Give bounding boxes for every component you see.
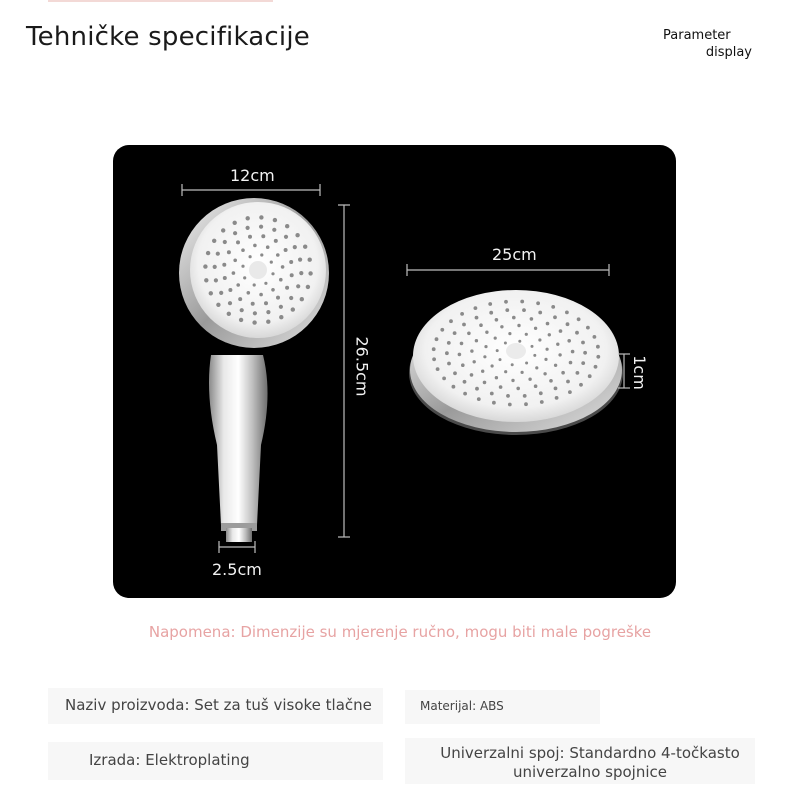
nozzle-hole	[516, 387, 520, 391]
nozzle-hole	[561, 371, 565, 375]
nozzle-hole	[575, 331, 579, 335]
nozzle-hole	[461, 363, 465, 367]
nozzle-hole	[463, 380, 467, 384]
nozzle-hole	[530, 317, 534, 321]
nozzle-hole	[251, 302, 255, 306]
nozzle-hole	[494, 337, 497, 340]
nozzle-hole	[588, 374, 592, 378]
nozzle-hole	[556, 343, 559, 346]
nozzle-hole	[553, 315, 557, 319]
nozzle-hole	[549, 379, 553, 383]
head-diameter-label: 25cm	[492, 245, 537, 264]
nozzle-hole	[543, 372, 546, 375]
nozzle-hole	[566, 322, 570, 326]
nozzle-hole	[206, 251, 210, 255]
nozzle-hole	[481, 370, 484, 373]
nozzle-hole	[593, 335, 597, 339]
nozzle-hole	[470, 349, 473, 352]
nozzle-hole	[568, 390, 572, 394]
nozzle-hole	[453, 331, 457, 335]
nozzle-hole	[236, 240, 240, 244]
nozzle-hole	[203, 264, 207, 268]
nozzle-hole	[253, 311, 257, 315]
nozzle-hole	[475, 387, 479, 391]
nozzle-hole	[432, 347, 436, 351]
nozzle-hole	[221, 228, 225, 232]
nozzle-hole	[523, 394, 527, 398]
nozzle-hole	[534, 384, 538, 388]
nozzle-hole	[227, 312, 231, 316]
nozzle-hole	[276, 296, 280, 300]
nozzle-hole	[453, 371, 457, 375]
nozzle-hole	[270, 261, 273, 264]
nozzle-hole	[293, 245, 297, 249]
handle-width-label: 12cm	[230, 166, 275, 185]
nozzle-hole	[214, 278, 218, 282]
nozzle-hole	[227, 250, 231, 254]
nozzle-hole	[232, 271, 236, 275]
nozzle-hole	[499, 358, 502, 361]
nozzle-hole	[279, 278, 283, 282]
nozzle-hole	[518, 340, 521, 343]
nozzle-hole	[266, 320, 270, 324]
nozzle-hole	[306, 285, 310, 289]
nozzle-hole	[222, 263, 226, 267]
nozzle-hole	[546, 322, 550, 326]
nozzle-hole	[228, 301, 232, 305]
nozzle-hole	[435, 337, 439, 341]
nozzle-hole	[236, 283, 240, 287]
nozzle-hole	[261, 234, 265, 238]
nozzle-hole	[432, 357, 436, 361]
nozzle-hole	[477, 397, 481, 401]
nozzle-hole	[524, 402, 528, 406]
nozzle-hole	[248, 235, 252, 239]
nozzle-hole	[504, 370, 507, 373]
nozzle-hole	[525, 333, 528, 336]
nozzle-hole	[264, 301, 268, 305]
nozzle-hole	[583, 351, 587, 355]
nozzle-hole	[216, 252, 220, 256]
nozzle-hole	[238, 297, 242, 301]
nozzle-hole	[566, 380, 570, 384]
nozzle-hole	[252, 320, 256, 324]
nozzle-hole	[271, 288, 275, 292]
spec-connector-line1: Univerzalni spoj: Standardno 4-točkasto	[440, 744, 740, 762]
rain-shower-head	[409, 290, 623, 435]
nozzle-hole	[308, 258, 312, 262]
nozzle-hole	[279, 315, 283, 319]
nozzle-hole	[463, 392, 467, 396]
nozzle-hole	[581, 341, 585, 345]
nozzle-hole	[551, 305, 555, 309]
nozzle-hole	[246, 226, 250, 230]
nozzle-hole	[528, 378, 531, 381]
nozzle-hole	[581, 361, 585, 365]
nozzle-hole	[249, 255, 252, 258]
nozzle-hole	[496, 349, 499, 352]
nozzle-hole	[219, 291, 223, 295]
nozzle-hole	[247, 291, 251, 295]
spec-connector-line2: univerzalno spojnice	[513, 763, 667, 781]
nozzle-hole	[264, 282, 267, 285]
nozzle-hole	[223, 276, 227, 280]
nozzle-hole	[535, 366, 538, 369]
nozzle-hole	[253, 283, 256, 286]
nozzle-hole	[506, 394, 510, 398]
nozzle-hole	[596, 345, 600, 349]
spec-product-name: Naziv proizvoda: Set za tuš visoke tlačne	[65, 696, 372, 714]
nozzle-hole	[491, 364, 494, 367]
nozzle-hole	[296, 284, 300, 288]
nozzle-hole	[298, 258, 302, 262]
nozzle-hole	[539, 391, 543, 395]
product-image-panel	[113, 145, 676, 598]
nozzle-hole	[495, 376, 498, 379]
nozzle-hole	[233, 221, 237, 225]
nozzle-hole	[473, 360, 476, 363]
nozzle-hole	[284, 235, 288, 239]
nozzle-hole	[475, 316, 479, 320]
nozzle-hole	[243, 276, 246, 279]
top-accent-strip	[48, 0, 273, 2]
nozzle-hole	[569, 361, 573, 365]
nozzle-hole	[259, 215, 263, 219]
nozzle-hole	[508, 332, 511, 335]
nozzle-hole	[212, 239, 216, 243]
nozzle-hole	[520, 300, 524, 304]
nozzle-hole	[511, 363, 514, 366]
nozzle-hole	[521, 371, 524, 374]
nozzle-hole	[522, 308, 526, 312]
nozzle-hole	[531, 345, 534, 348]
nozzle-hole	[499, 385, 503, 389]
nozzle-hole	[508, 403, 512, 407]
nozzle-hole	[538, 338, 541, 341]
nozzle-hole	[216, 303, 220, 307]
product-illustration	[113, 145, 676, 598]
nozzle-hole	[440, 328, 444, 332]
nozzle-hole	[228, 288, 232, 292]
nozzle-hole	[534, 327, 537, 330]
nozzle-hole	[445, 351, 449, 355]
nozzle-hole	[259, 293, 263, 297]
nozzle-hole	[213, 265, 217, 269]
handle-length-label: 26.5cm	[352, 336, 372, 397]
nozzle-hole	[483, 381, 487, 385]
nozzle-hole	[285, 224, 289, 228]
nozzle-hole	[470, 373, 474, 377]
nozzle-hole	[517, 324, 520, 327]
nozzle-hole	[285, 286, 289, 290]
nozzle-hole	[233, 231, 237, 235]
nozzle-hole	[240, 308, 244, 312]
nozzle-hole	[276, 253, 280, 257]
nozzle-hole	[266, 310, 270, 314]
nozzle-hole	[458, 353, 462, 357]
nozzle-hole	[485, 331, 488, 334]
nozzle-hole	[492, 401, 496, 405]
nozzle-hole	[223, 240, 227, 244]
nozzle-hole	[596, 355, 600, 359]
nozzle-hole	[442, 377, 446, 381]
nozzle-hole	[571, 350, 575, 354]
nozzle-hole	[500, 325, 503, 328]
measurement-note: Napomena: Dimenzije su mjerenje ručno, mogu biti male pogreške	[148, 623, 652, 641]
nozzle-hole	[299, 271, 303, 275]
nozzle-hole	[483, 355, 486, 358]
nozzle-hole	[559, 329, 563, 333]
nozzle-hole	[489, 311, 493, 315]
nozzle-hole	[284, 248, 288, 252]
nozzle-hole	[447, 341, 451, 345]
nozzle-hole	[260, 253, 263, 256]
nozzle-hole	[540, 400, 544, 404]
nozzle-hole	[279, 305, 283, 309]
nozzle-hole	[490, 392, 494, 396]
nozzle-hole	[544, 358, 547, 361]
nozzle-hole	[512, 316, 516, 320]
nozzle-hole	[295, 233, 299, 237]
nozzle-hole	[436, 367, 440, 371]
nozzle-hole	[484, 345, 487, 348]
spec-connector	[405, 744, 775, 782]
nozzle-hole	[209, 291, 213, 295]
nozzle-hole	[577, 317, 581, 321]
nozzle-hole	[460, 312, 464, 316]
nozzle-hole	[511, 379, 514, 382]
spec-material: Materijal: ABS	[420, 699, 504, 713]
nozzle-hole	[474, 306, 478, 310]
nozzle-hole	[303, 245, 307, 249]
nozzle-hole	[594, 365, 598, 369]
nozzle-hole	[274, 239, 278, 243]
nozzle-hole	[253, 244, 257, 248]
nozzle-hole	[579, 383, 583, 387]
nozzle-hole	[447, 362, 451, 366]
nozzle-hole	[504, 342, 507, 345]
nozzle-hole	[488, 302, 492, 306]
nozzle-hole	[289, 260, 293, 264]
nozzle-hole	[536, 301, 540, 305]
nozzle-hole	[504, 300, 508, 304]
nozzle-hole	[495, 318, 499, 322]
spec-finish: Izrada: Elektroplating	[89, 751, 250, 769]
connector-width-label: 2.5cm	[212, 560, 262, 579]
nozzle-hole	[281, 265, 285, 269]
nozzle-hole	[239, 318, 243, 322]
nozzle-hole	[266, 245, 270, 249]
head-thickness-label: 1cm	[629, 355, 649, 390]
nozzle-hole	[525, 362, 528, 365]
nozzle-hole	[467, 332, 471, 336]
nozzle-hole	[300, 297, 304, 301]
nozzle-hole	[204, 278, 208, 282]
nozzle-hole	[554, 364, 557, 367]
nozzle-hole	[533, 354, 536, 357]
nozzle-hole	[308, 271, 312, 275]
nozzle-hole	[475, 339, 478, 342]
nozzle-hole	[460, 342, 464, 346]
nozzle-hole	[272, 228, 276, 232]
nozzle-hole	[259, 225, 263, 229]
nozzle-hole	[565, 311, 569, 315]
nozzle-hole	[462, 323, 466, 327]
nozzle-hole	[291, 307, 295, 311]
nozzle-hole	[558, 353, 561, 356]
nozzle-hole	[546, 348, 549, 351]
nozzle-hole	[289, 296, 293, 300]
nozzle-hole	[246, 216, 250, 220]
nozzle-hole	[290, 273, 294, 277]
nozzle-hole	[241, 265, 244, 268]
parameter-label-line1: Parameter	[663, 28, 731, 43]
nozzle-hole	[449, 319, 453, 323]
nozzle-hole	[555, 396, 559, 400]
handheld-shower	[179, 198, 329, 542]
parameter-display-label	[642, 27, 752, 61]
page-title: Tehničke specifikacije	[26, 22, 310, 52]
nozzle-hole	[241, 248, 245, 252]
nozzle-hole	[505, 308, 509, 312]
nozzle-hole	[548, 333, 551, 336]
nozzle-hole	[567, 339, 571, 343]
nozzle-hole	[479, 323, 483, 327]
parameter-label-line2: display	[705, 45, 752, 60]
nozzle-hole	[586, 326, 590, 330]
nozzle-hole	[452, 385, 456, 389]
nozzle-hole	[554, 387, 558, 391]
nozzle-hole	[233, 259, 237, 263]
nozzle-hole	[273, 218, 277, 222]
nozzle-hole	[576, 371, 580, 375]
nozzle-hole	[271, 272, 274, 275]
nozzle-hole	[538, 311, 542, 315]
